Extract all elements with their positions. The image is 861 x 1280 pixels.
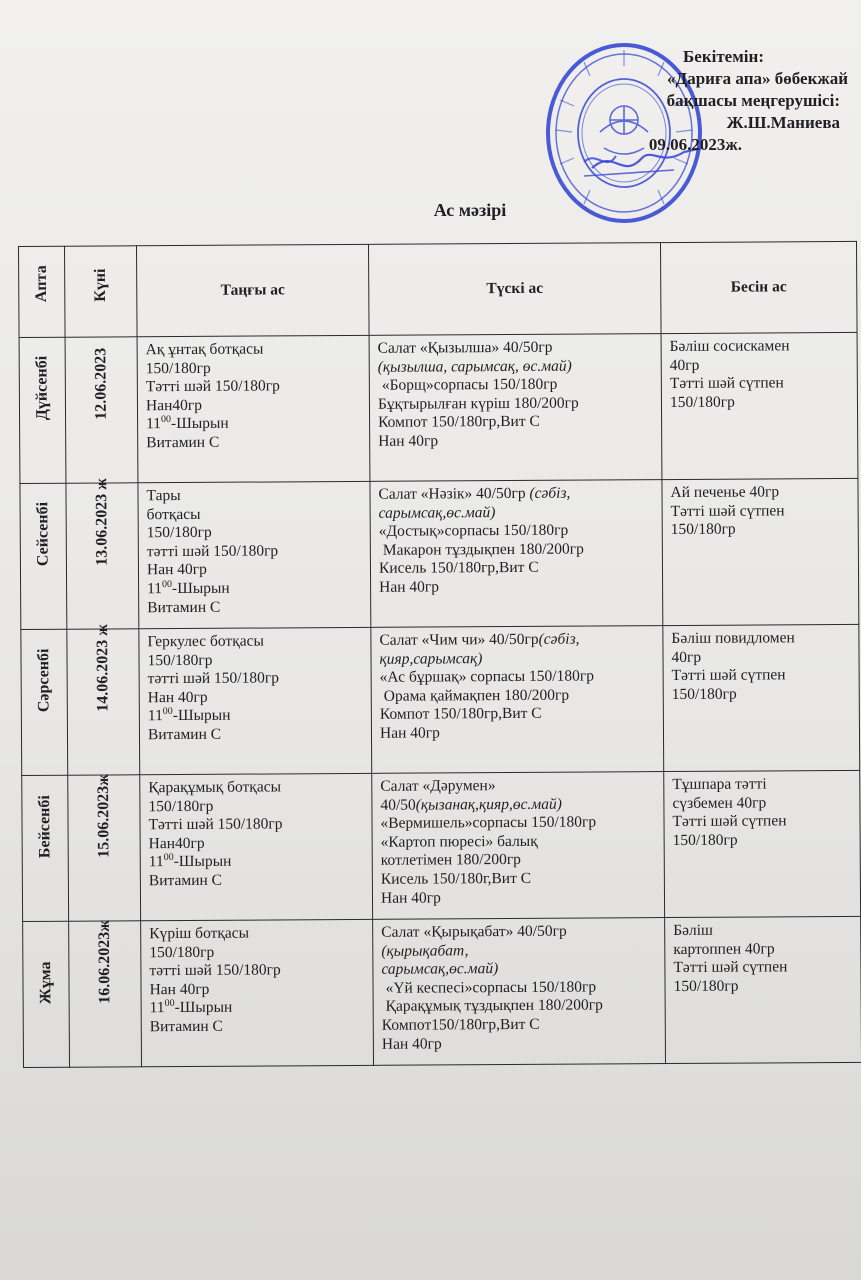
juice-line: $11^{00}$-Шырын [147, 578, 230, 598]
breakfast-cell: Ақ ұнтақ ботқасы 150/180гр Тәтті шәй 150/180гр Нан40гр $11^{00}$-Шырын Витамин С [137, 335, 370, 482]
page-title: Ас мәзірі [433, 200, 507, 220]
menu-table-wrapper [18, 241, 861, 1068]
table-row [23, 916, 861, 1067]
approval-date: 09.06.2023ж. [648, 135, 742, 154]
snack-cell: Ай печенье 40гр Тәтті шәй сүтпен 150/180гр [662, 478, 859, 625]
lunch-cell: Салат «Қырықабат» 40/50гр (қырықабат, сарымсақ,өс.май) «Үй кеспесі»сорпасы 150/180гр Қарақұмық тұздықпен 180/200гр Компот150/180гр,Вит С Нан 40гр [373, 918, 666, 1066]
approval-line: Бекітемін: [683, 47, 764, 66]
lunch-cell: Салат «Нәзік» 40/50гр (сәбіз, сарымсақ,өс.май) «Достық»сорпасы 150/180гр Макарон тұздықпен 180/200гр Кисель 150/180гр,Вит С Нан 40гр [370, 480, 663, 628]
juice-line: $11^{00}$-Шырын [147, 706, 231, 725]
breakfast-cell: Тары ботқасы 150/180гр тәтті шәй 150/180гр Нан 40гр $11^{00}$-Шырын Витамин С [138, 481, 371, 628]
juice-line: $11^{00}$-Шырын [149, 998, 233, 1017]
approval-line: бақшасы меңгерушісі: [666, 91, 840, 110]
approval-block [592, 46, 854, 156]
approval-line: «Дариға апа» бөбекжай [667, 69, 848, 88]
weekday-cell: Бейсенбі [22, 775, 69, 921]
date-cell: 13.06.2023 ж [66, 483, 139, 629]
table-row [19, 332, 858, 483]
breakfast-cell: Қарақұмық ботқасы 150/180гр Тәтті шәй 150/180гр Нан40гр $11^{00}$-Шырын Витамин С [140, 773, 373, 920]
approval-line: Ж.Ш.Маниева [726, 113, 840, 132]
date-cell: 12.06.2023 [65, 337, 138, 483]
date-cell: 16.06.2023ж [69, 921, 142, 1067]
snack-cell: Тұшпара тәтті сүзбемен 40гр Тәтті шәй сүтпен 150/180гр [664, 770, 861, 917]
table-row [21, 624, 860, 775]
header-snack: Бесін ас [660, 241, 857, 333]
weekday-cell: Сейсенбі [20, 483, 67, 629]
lunch-cell: Салат «Чим чи» 40/50гр(сәбіз, қияр,сарымсақ) «Ас бұршақ» сорпасы 150/180гр Орама қаймақпен 180/200гр Компот 150/180гр,Вит С Нан 40гр [371, 626, 664, 774]
date-cell: 15.06.2023ж [68, 775, 141, 921]
date-cell: 14.06.2023 ж [67, 629, 140, 775]
menu-table [18, 241, 861, 1068]
breakfast-cell: Геркулес ботқасы 150/180гр тәтті шәй 150/180гр Нан 40гр $11^{00}$-Шырын Витамин С [139, 627, 372, 774]
snack-cell: Бәліш повидломен 40гр Тәтті шәй сүтпен 150/180гр [663, 624, 860, 771]
weekday-cell: Сәрсенбі [21, 629, 68, 775]
weekday-cell: Дүйсенбі [19, 337, 66, 483]
header-day: Күні [65, 246, 138, 337]
lunch-cell: Салат «Дәрумен» 40/50(қызанақ,қияр,өс.май) «Вермишель»сорпасы 150/180гр «Картоп пюресі» балық котлетімен 180/200гр Кисель 150/180г,Вит С Нан 40гр [372, 772, 665, 920]
header-week: Апта [19, 246, 66, 337]
juice-line: $11^{00}$-Шырын [148, 852, 232, 871]
header-lunch: Түскі ас [368, 243, 661, 336]
juice-line: $11^{00}$-Шырын [146, 414, 229, 433]
header-breakfast: Таңғы ас [137, 244, 370, 336]
lunch-cell: Салат «Қызылша» 40/50гр (қызылша, сарымсақ, өс.май) «Борщ»сорпасы 150/180гр Бұқтырылған күріш 180/200гр Компот 150/180гр,Вит С Нан 40гр [369, 334, 662, 482]
weekday-cell: Жұма [23, 921, 70, 1067]
breakfast-cell: Күріш ботқасы 150/180гр тәтті шәй 150/180гр Нан 40гр $11^{00}$-Шырын Витамин С [141, 919, 374, 1066]
table-row [20, 478, 859, 629]
table-row [22, 770, 861, 921]
snack-cell: Бәліш сосискамен 40гр Тәтті шәй сүтпен 150/180гр [661, 332, 858, 479]
table-header-row [19, 241, 858, 337]
snack-cell: Бәліш картоппен 40гр Тәтті шәй сүтпен 150/180гр [665, 916, 861, 1063]
